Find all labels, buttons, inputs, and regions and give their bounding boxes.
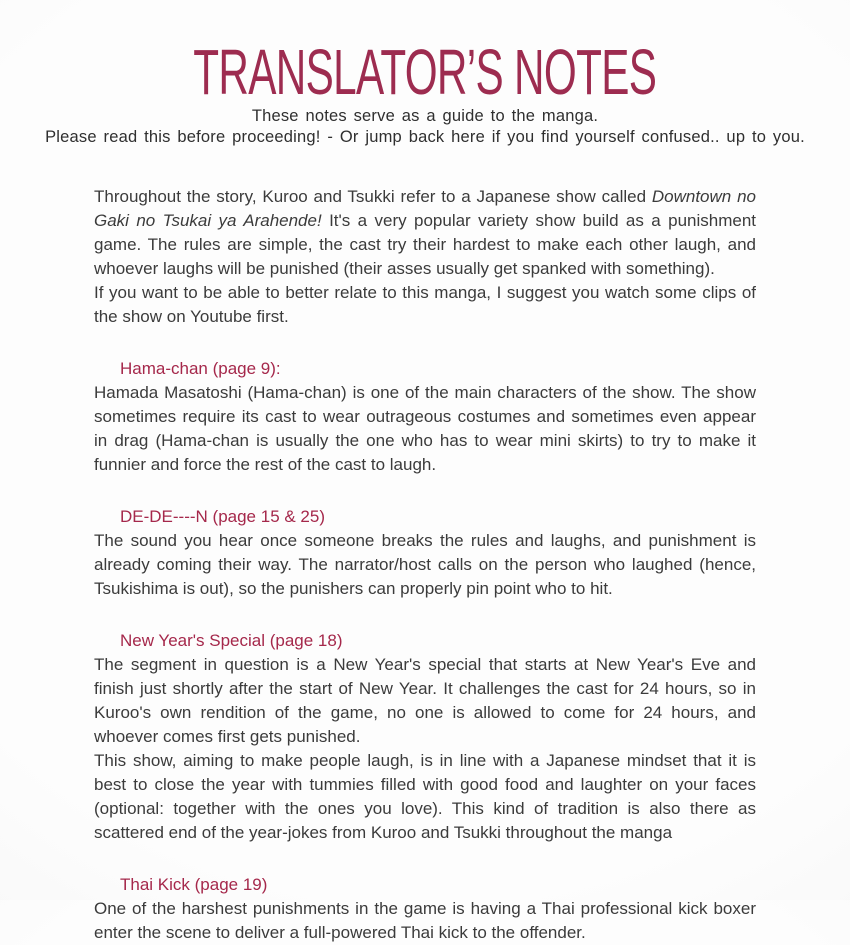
section-paragraph: The segment in question is a New Year's special that starts at New Year's Eve and finish just shortly after the start of New Year. It challenges the cast for 24 hours, so in Kuroo's own rendition of the game, no one is allowed to come for 24 hours, and whoever comes first gets punished. (94, 655, 756, 746)
page-title-wrap (0, 36, 850, 108)
intro-text-after-italic: It's a very popular variety show build as a punishment game. The rules are simple, the cast try their hardest to make each other laugh, and whoever laughs will be punished (their asses usually get spanked with something). (94, 211, 756, 278)
section-heading: Hama-chan (page 9): (120, 359, 281, 378)
section-paragraph: One of the harshest punishments in the game is having a Thai professional kick boxer enter the scene to deliver a full-powered Thai kick to the offender. (94, 899, 756, 942)
subtitle-line-2: Please read this before proceeding! - Or jump back here if you find yourself confused.. up to you. (45, 128, 805, 146)
section-heading: New Year's Special (page 18) (120, 631, 343, 650)
show-title-italic: Downtown no Gaki no Tsukai ya Arahende! (94, 187, 756, 230)
section-de-de-n (94, 505, 756, 601)
notes-content (94, 185, 756, 945)
intro-paragraph (94, 185, 756, 281)
section-hama-chan (94, 357, 756, 477)
section-heading: Thai Kick (page 19) (120, 875, 268, 894)
section-paragraph: Hamada Masatoshi (Hama-chan) is one of the main characters of the show. The show sometimes require its cast to wear outrageous costumes and sometimes even appear in drag (Hama-chan is usually the one who has to wear mini skirts) to try to make it funnier and force the rest of the cast to laugh. (94, 383, 756, 474)
section-heading: DE-DE----N (page 15 & 25) (120, 507, 326, 526)
intro-text-before-italic: Throughout the story, Kuroo and Tsukki refer to a Japanese show called (94, 187, 652, 206)
section-paragraph: The sound you hear once someone breaks the rules and laughs, and punishment is already coming their way. The narrator/host calls on the person who laughed (hence, Tsukishima is out), so the punishers can properly pin point who to hit. (94, 531, 756, 598)
intro-paragraph-line2: If you want to be able to better relate to this manga, I suggest you watch some clips of the show on Youtube first. (94, 283, 756, 326)
page-title: TRANSLATOR’S NOTES (193, 36, 657, 108)
subtitle-line-1: These notes serve as a guide to the manga. (251, 107, 599, 125)
section-paragraph: This show, aiming to make people laugh, is in line with a Japanese mindset that it is best to close the year with tummies filled with good food and laughter on your faces (optional: together with the ones you love). This kind of tradition is also there as scattered end of the year-jokes from Kuroo and Tsukki throughout the manga (94, 751, 756, 842)
section-new-years-special (94, 629, 756, 845)
section-thai-kick (94, 873, 756, 945)
